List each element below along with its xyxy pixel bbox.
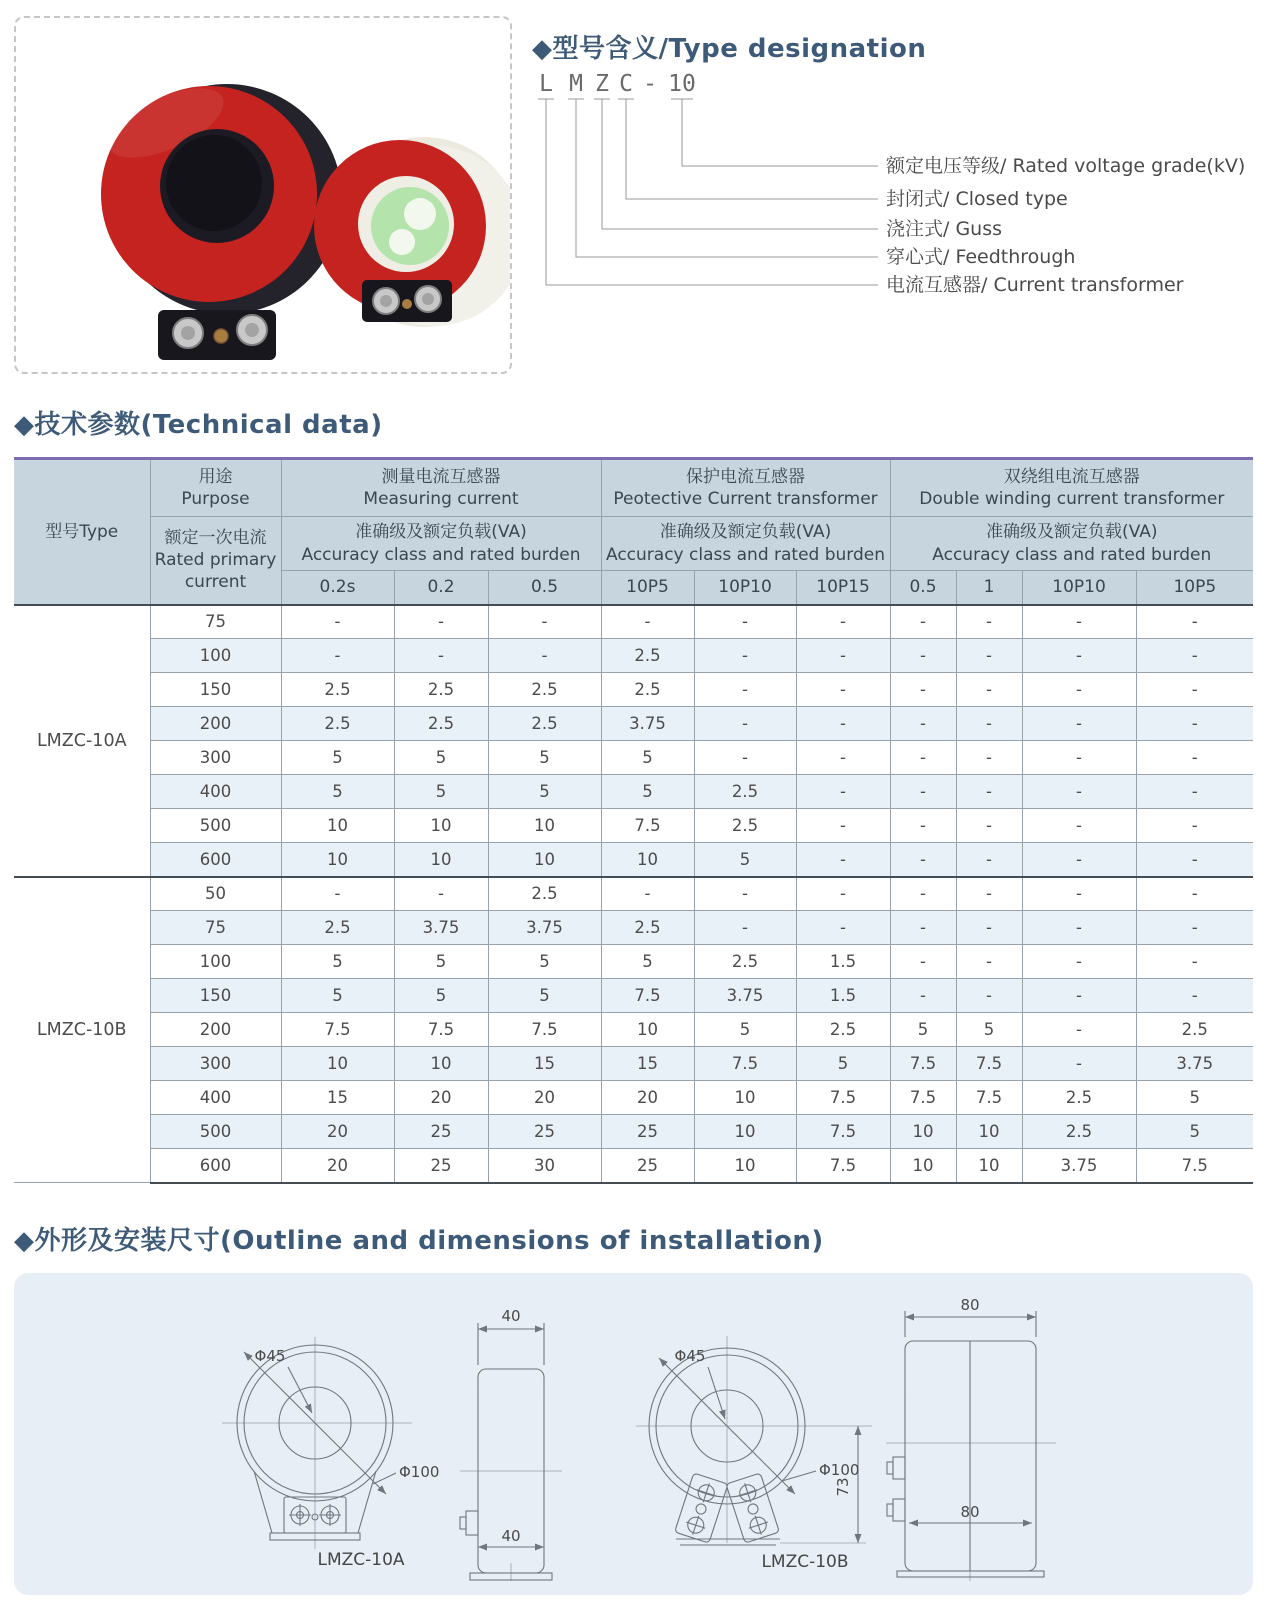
burden-value: 2.5 <box>1136 1013 1253 1047</box>
header-rated-current <box>150 517 281 605</box>
burden-value: 5 <box>394 945 488 979</box>
table-header <box>14 459 1253 605</box>
code-letter: 10 <box>668 71 696 97</box>
technical-table-tbody <box>14 605 1253 1183</box>
burden-value: 2.5 <box>394 707 488 741</box>
burden-value: - <box>281 639 394 673</box>
burden-value: 7.5 <box>890 1081 956 1115</box>
burden-value: 7.5 <box>796 1149 890 1183</box>
rated-current-value: 300 <box>150 1047 281 1081</box>
burden-value: 5 <box>281 775 394 809</box>
burden-value: 7.5 <box>796 1115 890 1149</box>
burden-value: - <box>890 707 956 741</box>
burden-value: - <box>796 741 890 775</box>
burden-value: 10 <box>281 809 394 843</box>
burden-value: 3.75 <box>694 979 796 1013</box>
burden-value: 10 <box>394 843 488 877</box>
burden-value: 5 <box>601 775 694 809</box>
burden-value: - <box>1022 979 1136 1013</box>
burden-value: 7.5 <box>394 1013 488 1047</box>
burden-value: - <box>796 877 890 911</box>
dim-height-b: 73 <box>834 1476 852 1497</box>
burden-value: 15 <box>281 1081 394 1115</box>
technical-data-title: ◆技术参数(Technical data) <box>14 410 383 440</box>
burden-value: - <box>1136 639 1253 673</box>
table-row <box>14 1081 1253 1115</box>
rated-current-value: 100 <box>150 945 281 979</box>
header-group-protective <box>601 459 890 517</box>
burden-value: 7.5 <box>956 1047 1022 1081</box>
rated-current-value: 400 <box>150 775 281 809</box>
burden-value: 2.5 <box>694 775 796 809</box>
header-class: 0.2s <box>281 571 394 605</box>
header-accuracy-measuring <box>281 517 601 571</box>
burden-value: - <box>1136 775 1253 809</box>
dim-inner-width-b: 80 <box>960 1502 980 1521</box>
burden-value: - <box>890 741 956 775</box>
outline-drawings-panel <box>14 1273 1253 1595</box>
table-row <box>14 673 1253 707</box>
header-class: 10P15 <box>796 571 890 605</box>
burden-value: - <box>1022 741 1136 775</box>
burden-value: - <box>394 605 488 639</box>
burden-value: 5 <box>890 1013 956 1047</box>
outline-title: ◆外形及安装尺寸(Outline and dimensions of installation) <box>14 1225 824 1256</box>
table-row <box>14 605 1253 639</box>
burden-value: - <box>890 673 956 707</box>
table-row <box>14 1047 1253 1081</box>
burden-value: 2.5 <box>281 673 394 707</box>
burden-value: 10 <box>601 1013 694 1047</box>
burden-value: 2.5 <box>394 673 488 707</box>
burden-value: 15 <box>601 1047 694 1081</box>
designation-label: 浇注式/ Guss <box>886 218 1003 240</box>
burden-value: 10 <box>394 809 488 843</box>
burden-value: - <box>694 741 796 775</box>
code-letter: L <box>539 71 553 97</box>
header-class: 10P5 <box>1136 571 1253 605</box>
burden-value: 3.75 <box>394 911 488 945</box>
header-group-en: Peotective Current transformer <box>613 489 878 509</box>
dim-bottom-width-a: 40 <box>501 1526 521 1545</box>
burden-value: - <box>1022 707 1136 741</box>
code-letter: M <box>569 71 583 97</box>
burden-value: - <box>694 673 796 707</box>
burden-value: - <box>796 639 890 673</box>
burden-value: - <box>394 877 488 911</box>
burden-value: 5 <box>796 1047 890 1081</box>
burden-value: - <box>1136 979 1253 1013</box>
table-row <box>14 877 1253 911</box>
type-designation-diagram <box>532 69 1256 309</box>
burden-value: - <box>890 775 956 809</box>
burden-value: 10 <box>601 843 694 877</box>
burden-value: - <box>956 605 1022 639</box>
model-label: LMZC-10B <box>14 877 150 1183</box>
header-accuracy-zh: 准确级及额定负载(VA) <box>659 522 832 543</box>
burden-value: 1.5 <box>796 979 890 1013</box>
burden-value: - <box>890 843 956 877</box>
dim-outer-b: Φ100 <box>819 1460 860 1479</box>
burden-value: 7.5 <box>694 1047 796 1081</box>
burden-value: 10 <box>281 1047 394 1081</box>
burden-value: 7.5 <box>488 1013 601 1047</box>
table-row <box>14 979 1253 1013</box>
table-row <box>14 741 1253 775</box>
rated-current-value: 300 <box>150 741 281 775</box>
burden-value: 10 <box>694 1149 796 1183</box>
burden-value: - <box>796 911 890 945</box>
burden-value: - <box>890 639 956 673</box>
burden-value: 30 <box>488 1149 601 1183</box>
header-group-zh: 测量电流互感器 <box>381 466 501 487</box>
burden-value: 5 <box>281 741 394 775</box>
burden-value: - <box>1022 1013 1136 1047</box>
table-row <box>14 775 1253 809</box>
burden-value: - <box>1022 673 1136 707</box>
burden-value: 1.5 <box>796 945 890 979</box>
table-row <box>14 1149 1253 1183</box>
burden-value: 3.75 <box>601 707 694 741</box>
table-row <box>14 809 1253 843</box>
burden-value: 3.75 <box>488 911 601 945</box>
burden-value: - <box>694 877 796 911</box>
burden-value: - <box>694 639 796 673</box>
burden-value: 2.5 <box>601 673 694 707</box>
burden-value: 7.5 <box>890 1047 956 1081</box>
burden-value: - <box>394 639 488 673</box>
rated-current-value: 50 <box>150 877 281 911</box>
header-group-measuring <box>281 459 601 517</box>
burden-value: 20 <box>601 1081 694 1115</box>
burden-value: 5 <box>694 843 796 877</box>
burden-value: - <box>956 877 1022 911</box>
burden-value: - <box>694 707 796 741</box>
burden-value: 10 <box>890 1115 956 1149</box>
burden-value: 2.5 <box>488 877 601 911</box>
burden-value: - <box>956 639 1022 673</box>
burden-value: 25 <box>488 1115 601 1149</box>
header-class: 10P10 <box>1022 571 1136 605</box>
burden-value: 2.5 <box>488 707 601 741</box>
burden-value: - <box>694 605 796 639</box>
burden-value: - <box>601 877 694 911</box>
code-letter: C <box>619 71 633 97</box>
burden-value: 2.5 <box>796 1013 890 1047</box>
header-group-double-winding <box>890 459 1253 517</box>
burden-value: - <box>1022 809 1136 843</box>
designation-label: 电流互感器/ Current transformer <box>886 274 1184 296</box>
burden-value: 7.5 <box>796 1081 890 1115</box>
burden-value: 10 <box>956 1115 1022 1149</box>
drawing-caption-lmzc-10b: LMZC-10B <box>761 1551 849 1572</box>
burden-value: 25 <box>394 1149 488 1183</box>
burden-value: 5 <box>488 945 601 979</box>
burden-value: 5 <box>1136 1081 1253 1115</box>
rated-current-value: 75 <box>150 911 281 945</box>
burden-value: - <box>796 707 890 741</box>
rated-current-value: 200 <box>150 1013 281 1047</box>
burden-value: - <box>1022 639 1136 673</box>
burden-value: 10 <box>281 843 394 877</box>
burden-value: - <box>796 809 890 843</box>
burden-value: - <box>1136 605 1253 639</box>
header-accuracy-zh: 准确级及额定负载(VA) <box>986 522 1158 543</box>
burden-value: 2.5 <box>601 911 694 945</box>
dim-hole-a: Φ45 <box>254 1346 286 1365</box>
product-photo-illustration <box>16 18 510 372</box>
product-photo-frame <box>14 16 512 374</box>
drawing-caption-lmzc-10a: LMZC-10A <box>317 1549 405 1570</box>
burden-value: - <box>601 605 694 639</box>
burden-value: - <box>488 605 601 639</box>
table-row <box>14 1013 1253 1047</box>
burden-value: 10 <box>694 1115 796 1149</box>
header-group-zh: 双绕组电流互感器 <box>1003 466 1140 487</box>
burden-value: 10 <box>488 843 601 877</box>
table-row <box>14 843 1253 877</box>
burden-value: 5 <box>394 775 488 809</box>
burden-value: - <box>281 605 394 639</box>
transformer-white-red <box>314 137 510 327</box>
table-row <box>14 639 1253 673</box>
burden-value: - <box>956 775 1022 809</box>
rated-current-value: 150 <box>150 979 281 1013</box>
rated-current-value: 150 <box>150 673 281 707</box>
type-code <box>539 71 696 97</box>
burden-value: 10 <box>394 1047 488 1081</box>
burden-value: 25 <box>601 1149 694 1183</box>
transformer-black-red <box>99 74 342 360</box>
burden-value: 2.5 <box>281 707 394 741</box>
burden-value: 2.5 <box>694 945 796 979</box>
burden-value: - <box>890 911 956 945</box>
burden-value: - <box>890 945 956 979</box>
burden-value: 3.75 <box>1022 1149 1136 1183</box>
burden-value: - <box>890 605 956 639</box>
burden-value: - <box>1022 911 1136 945</box>
technical-data-table <box>14 457 1253 1184</box>
header-purpose-zh: 用途 <box>198 466 233 487</box>
burden-value: - <box>796 775 890 809</box>
burden-value: 20 <box>394 1081 488 1115</box>
burden-value: - <box>1022 1047 1136 1081</box>
rated-current-value: 75 <box>150 605 281 639</box>
burden-value: 5 <box>1136 1115 1253 1149</box>
burden-value: 5 <box>488 979 601 1013</box>
burden-value: - <box>1136 877 1253 911</box>
burden-value: 3.75 <box>1136 1047 1253 1081</box>
technical-drawing-lmzc-10b <box>632 1281 1242 1583</box>
burden-value: - <box>1136 843 1253 877</box>
burden-value: 5 <box>488 741 601 775</box>
dim-hole-b: Φ45 <box>674 1346 706 1365</box>
header-accuracy-en: Accuracy class and rated burden <box>932 544 1212 565</box>
burden-value: 5 <box>394 979 488 1013</box>
burden-value: - <box>956 979 1022 1013</box>
burden-value: - <box>796 673 890 707</box>
code-letter: - <box>643 71 657 97</box>
burden-value: - <box>796 605 890 639</box>
designation-label: 封闭式/ Closed type <box>886 188 1068 210</box>
rated-current-value: 600 <box>150 1149 281 1183</box>
rated-current-value: 400 <box>150 1081 281 1115</box>
type-designation-section <box>512 16 1256 309</box>
type-code-labels <box>886 155 1245 296</box>
table-row <box>14 1115 1253 1149</box>
burden-value: 2.5 <box>281 911 394 945</box>
code-letter: Z <box>595 71 609 97</box>
header-accuracy-double-winding <box>890 517 1253 571</box>
header-accuracy-en: Accuracy class and rated burden <box>301 544 581 565</box>
header-group-en: Double winding current transformer <box>919 489 1225 509</box>
burden-value: - <box>488 639 601 673</box>
rated-current-value: 500 <box>150 1115 281 1149</box>
burden-value: - <box>281 877 394 911</box>
burden-value: - <box>956 843 1022 877</box>
rated-current-value: 600 <box>150 843 281 877</box>
burden-value: - <box>956 673 1022 707</box>
header-class: 10P10 <box>694 571 796 605</box>
burden-value: 10 <box>890 1149 956 1183</box>
burden-value: 7.5 <box>956 1081 1022 1115</box>
rated-current-value: 200 <box>150 707 281 741</box>
burden-value: - <box>694 911 796 945</box>
burden-value: 2.5 <box>694 809 796 843</box>
table-row <box>14 911 1253 945</box>
burden-value: 7.5 <box>1136 1149 1253 1183</box>
model-label: LMZC-10A <box>14 605 150 877</box>
header-class: 0.2 <box>394 571 488 605</box>
burden-value: 7.5 <box>601 809 694 843</box>
rated-current-value: 500 <box>150 809 281 843</box>
burden-value: - <box>956 945 1022 979</box>
designation-label: 穿心式/ Feedthrough <box>886 246 1076 268</box>
burden-value: - <box>1136 673 1253 707</box>
burden-value: - <box>956 707 1022 741</box>
burden-value: 5 <box>488 775 601 809</box>
header-purpose-en: Purpose <box>181 489 250 509</box>
burden-value: 2.5 <box>601 639 694 673</box>
table-row <box>14 945 1253 979</box>
header-accuracy-zh: 准确级及额定负载(VA) <box>355 522 527 543</box>
burden-value: 7.5 <box>281 1013 394 1047</box>
burden-value: 20 <box>281 1149 394 1183</box>
burden-value: - <box>956 809 1022 843</box>
header-class: 10P5 <box>601 571 694 605</box>
header-rated-en: Rated primary current <box>154 550 277 593</box>
burden-value: 5 <box>394 741 488 775</box>
dim-top-width-a: 40 <box>501 1306 521 1325</box>
burden-value: 5 <box>694 1013 796 1047</box>
burden-value: 10 <box>956 1149 1022 1183</box>
header-group-zh: 保护电流互感器 <box>686 466 806 487</box>
header-rated-zh: 额定一次电流 <box>164 527 267 548</box>
type-designation-title: ◆型号含义/Type designation <box>532 34 927 64</box>
dim-outer-a: Φ100 <box>399 1462 440 1481</box>
burden-value: 10 <box>694 1081 796 1115</box>
dim-top-width-b: 80 <box>960 1295 980 1314</box>
top-section <box>14 16 1253 374</box>
burden-value: 5 <box>281 945 394 979</box>
header-group-en: Measuring current <box>363 489 519 509</box>
burden-value: 15 <box>488 1047 601 1081</box>
burden-value: - <box>1136 911 1253 945</box>
burden-value: 10 <box>488 809 601 843</box>
burden-value: 25 <box>601 1115 694 1149</box>
designation-label: 额定电压等级/ Rated voltage grade(kV) <box>886 155 1246 177</box>
burden-value: - <box>890 809 956 843</box>
burden-value: 5 <box>956 1013 1022 1047</box>
burden-value: - <box>1022 843 1136 877</box>
burden-value: - <box>890 979 956 1013</box>
header-accuracy-en: Accuracy class and rated burden <box>606 544 886 565</box>
header-purpose <box>150 459 281 517</box>
burden-value: 7.5 <box>601 979 694 1013</box>
burden-value: - <box>1136 945 1253 979</box>
burden-value: 2.5 <box>1022 1081 1136 1115</box>
burden-value: - <box>1022 605 1136 639</box>
burden-value: - <box>956 911 1022 945</box>
header-class: 1 <box>956 571 1022 605</box>
burden-value: 5 <box>601 945 694 979</box>
header-accuracy-protective <box>601 517 890 571</box>
burden-value: 2.5 <box>488 673 601 707</box>
burden-value: - <box>890 877 956 911</box>
header-class: 0.5 <box>488 571 601 605</box>
burden-value: 5 <box>281 979 394 1013</box>
burden-value: 20 <box>281 1115 394 1149</box>
rated-current-value: 100 <box>150 639 281 673</box>
header-class: 0.5 <box>890 571 956 605</box>
burden-value: - <box>956 741 1022 775</box>
burden-value: 25 <box>394 1115 488 1149</box>
burden-value: 2.5 <box>1022 1115 1136 1149</box>
burden-value: - <box>1022 945 1136 979</box>
burden-value: - <box>796 843 890 877</box>
burden-value: - <box>1136 741 1253 775</box>
burden-value: - <box>1136 707 1253 741</box>
burden-value: - <box>1022 775 1136 809</box>
burden-value: 20 <box>488 1081 601 1115</box>
header-model-type: 型号Type <box>14 459 150 605</box>
technical-drawing-lmzc-10a <box>22 1281 632 1583</box>
burden-value: - <box>1022 877 1136 911</box>
burden-value: - <box>1136 809 1253 843</box>
table-row <box>14 707 1253 741</box>
burden-value: 5 <box>601 741 694 775</box>
